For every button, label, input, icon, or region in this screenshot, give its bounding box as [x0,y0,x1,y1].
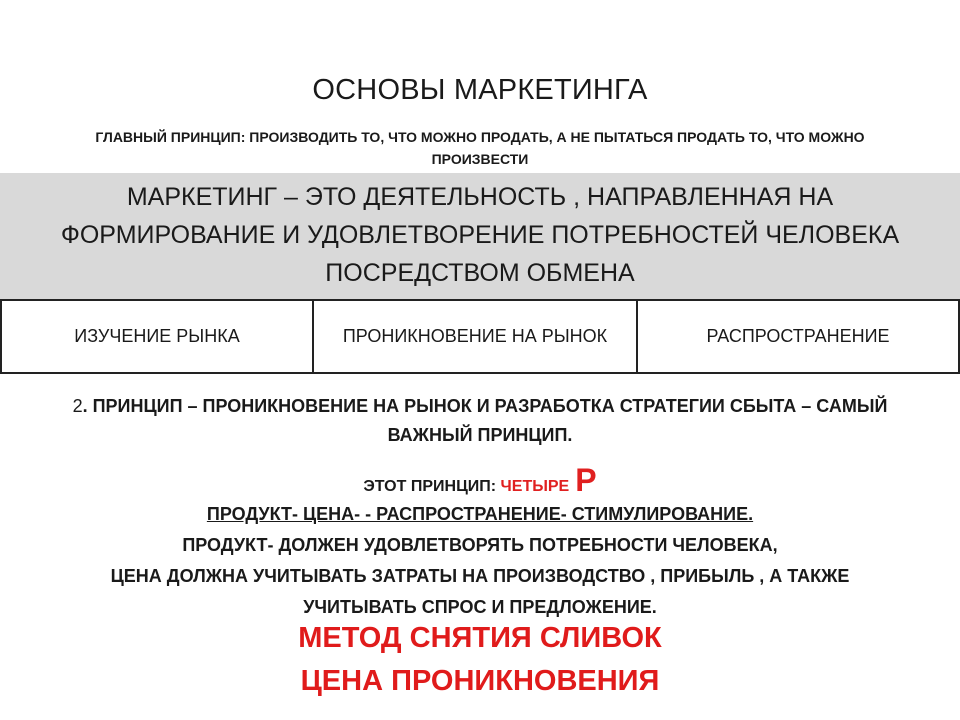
method-skimming: МЕТОД СНЯТИЯ СЛИВОК [298,622,662,654]
main-principle-line2: ПРОИЗВЕСТИ [431,151,529,167]
stage-box-market-research: ИЗУЧЕНИЕ РЫНКА [0,299,314,374]
definition-text [10,178,950,292]
main-principle [30,126,930,170]
four-p-red-word: ЧЕТЫРЕ [500,478,570,495]
four-p-details [20,499,940,623]
marketing-stages-table [0,299,960,374]
product-line: ПРОДУКТ- ДОЛЖЕН УДОВЛЕТВОРЯТЬ ПОТРЕБНОСТИ ЧЕЛОВЕКА, [182,535,778,555]
four-p-components: ПРОДУКТ- ЦЕНА- - РАСПРОСТРАНЕНИЕ- СТИМУЛИРОВАНИЕ. [206,504,754,524]
four-p-label: ЭТОТ ПРИНЦИП: [363,478,501,495]
four-p-letter: P [575,462,597,498]
price-line2: УЧИТЫВАТЬ СПРОС И ПРЕДЛОЖЕНИЕ. [303,597,657,617]
definition-line1: МАРКЕТИНГ – ЭТО ДЕЯТЕЛЬНОСТЬ , НАПРАВЛЕННАЯ НА [126,183,834,211]
stage-box-market-penetration: ПРОНИКНОВЕНИЕ НА РЫНОК [314,299,638,374]
stage-box-distribution: РАСПРОСТРАНЕНИЕ [638,299,960,374]
four-p-line [0,462,960,499]
price-line1: ЦЕНА ДОЛЖНА УЧИТЫВАТЬ ЗАТРАТЫ НА ПРОИЗВОДСТВО , ПРИБЫЛЬ , А ТАКЖЕ [110,566,850,586]
main-principle-line1: ГЛАВНЫЙ ПРИНЦИП: ПРОИЗВОДИТЬ ТО, ЧТО МОЖНО ПРОДАТЬ, А НЕ ПЫТАТЬСЯ ПРОДАТЬ ТО, ЧТО МОЖНО [95,129,865,145]
pricing-methods [0,617,960,703]
method-penetration: ЦЕНА ПРОНИКНОВЕНИЯ [300,665,660,697]
principle-2-text: . ПРИНЦИП – ПРОНИКНОВЕНИЕ НА РЫНОК И РАЗРАБОТКА СТРАТЕГИИ СБЫТА – САМЫЙ [82,396,888,416]
page-title: ОСНОВЫ МАРКЕТИНГА [312,74,648,106]
principle-2-line1 [10,392,950,421]
principle-2 [10,392,950,450]
principle-2-number: 2 [72,396,83,416]
principle-2-line2: ВАЖНЫЙ ПРИНЦИП. [387,425,573,445]
definition-line3: ПОСРЕДСТВОМ ОБМЕНА [325,259,635,287]
definition-line2: ФОРМИРОВАНИЕ И УДОВЛЕТВОРЕНИЕ ПОТРЕБНОСТЕЙ ЧЕЛОВЕКА [60,221,900,249]
